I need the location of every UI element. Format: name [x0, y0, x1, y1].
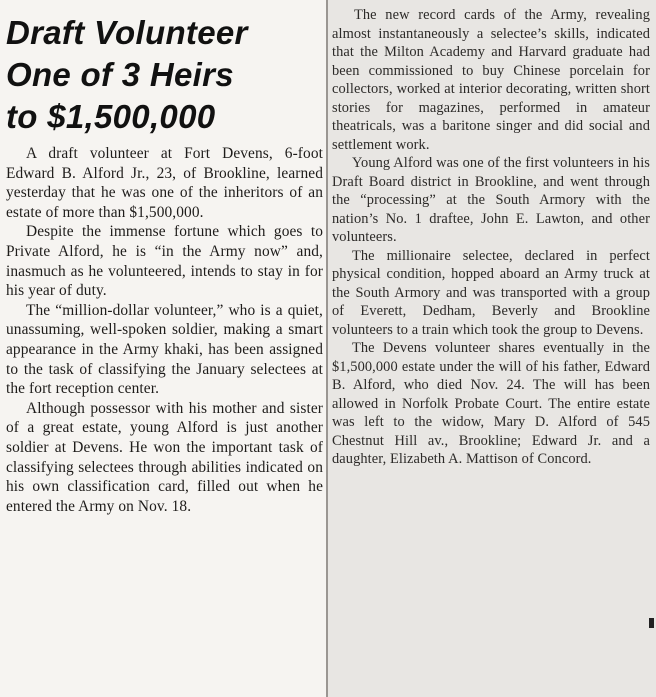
- headline-line-2: One of 3 Heirs: [6, 56, 234, 93]
- paragraph: The “million-dollar volunteer,” who is a quiet, unassuming, well-spoken soldier, making a smart appearance in the Army khaki, has been assigned to the task of classifying the January selectees at the fort reception center.: [6, 301, 323, 398]
- paragraph: The millionaire selectee, declared in perfect physical condition, hopped aboard an Army truck at the South Armory and was transported with a group of Everett, Dedham, Beverly and Brookline volunteers to a train which took the group to Devens.: [332, 247, 650, 338]
- paragraph: Despite the immense fortune which goes to Private Alford, he is “in the Army now” and, inasmuch as he volunteered, intends to stay in for his year of duty.: [6, 223, 323, 300]
- left-column: [0, 0, 327, 697]
- headline: [6, 12, 323, 138]
- paragraph: A draft volunteer at Fort Devens, 6-foot Edward B. Alford Jr., 23, of Brookline, learned yesterday that he was one of the inheritors of an estate of more than $1,500,000.: [6, 145, 323, 221]
- headline-line-3: to $1,500,000: [6, 98, 216, 135]
- right-column: [328, 0, 656, 697]
- headline-line-1: Draft Volunteer: [6, 14, 248, 51]
- paragraph: The new record cards of the Army, revealing almost instantaneously a selectee’s skills, indicated that the Milton Academy and Harvard graduate had been commissioned to buy Chinese porcelain for collectors, worked at interior decorating, written short stories for magazines, performed in amateur theatricals, was a baritone singer and did social and settlement work.: [332, 7, 650, 153]
- paragraph: Although possessor with his mother and sister of a great estate, young Alford is just another soldier at Devens. He won the important task of classifying selectees through abilities indicated on his own classification card, filled out when he entered the Army on Nov. 18.: [6, 399, 323, 515]
- paragraph: Young Alford was one of the first volunteers in his Draft Board district in Brookline, and went through the “processing” at the South Armory with the nation’s No. 1 draftee, John E. Lawton, and other volunteers.: [332, 155, 650, 245]
- paragraph: The Devens volunteer shares eventually in the $1,500,000 estate under the will of his father, Edward B. Alford, who died Nov. 24. The will has been allowed in Norfolk Probate Court. The entire estate was left to the widow, Mary D. Alford of 545 Chestnut Hill av., Brookline; Edward Jr. and a daughter, Elizabeth A. Mattison of Concord.: [332, 340, 650, 467]
- scan-edge-mark: [649, 618, 654, 628]
